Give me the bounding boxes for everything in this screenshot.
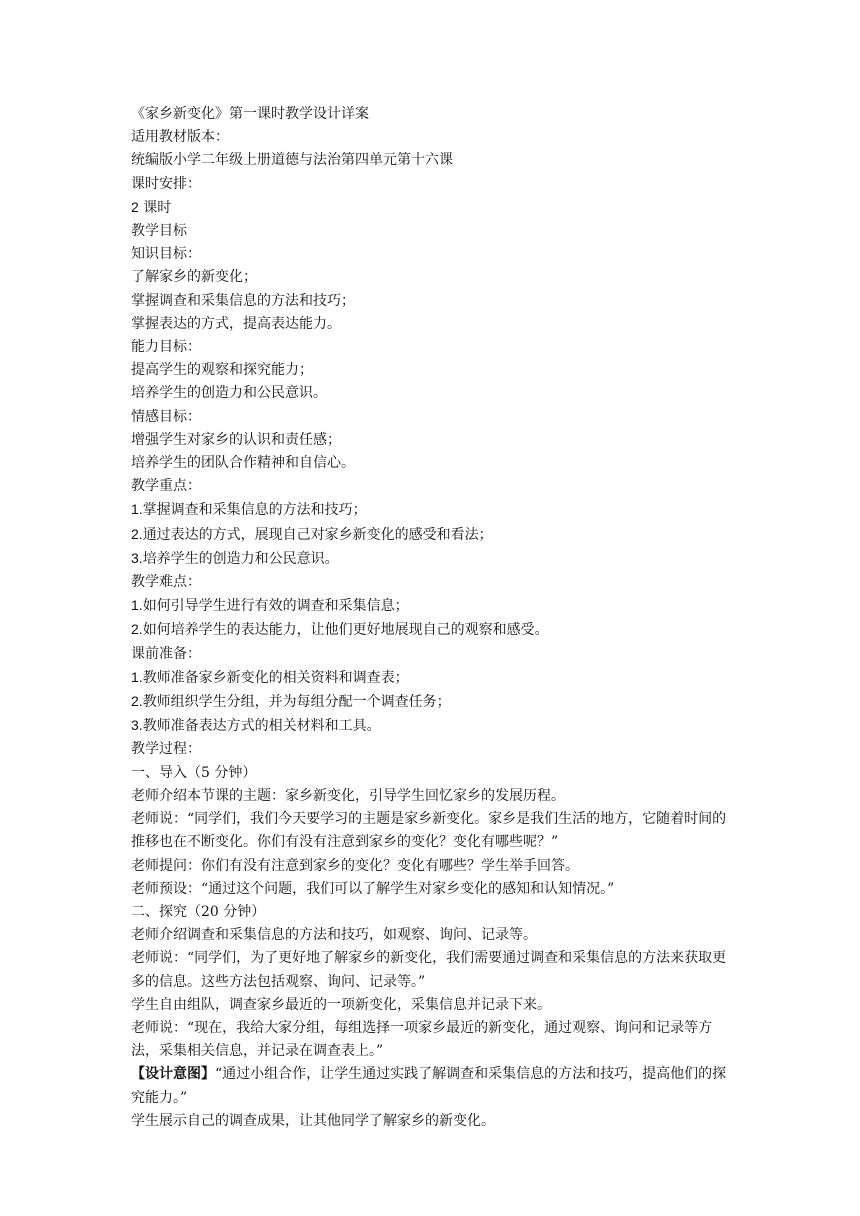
text-line: 增强学生对家乡的认识和责任感； bbox=[131, 431, 341, 448]
numbered-item bbox=[131, 666, 733, 690]
text-line: 老师介绍本节课的主题：家乡新变化，引导学生回忆家乡的发展历程。 bbox=[131, 787, 565, 804]
number-label: 1. bbox=[131, 501, 143, 518]
number-label: 2. bbox=[131, 621, 143, 638]
text-line: 适用教材版本： bbox=[131, 129, 229, 146]
line-text: 掌握调查和采集信息的方法和技巧； bbox=[142, 502, 367, 519]
line-text: 培养学生的创造力和公民意识。 bbox=[142, 550, 339, 567]
number-label: 2 bbox=[131, 198, 139, 215]
paragraph bbox=[131, 1063, 733, 1109]
section-heading: 教学过程： bbox=[131, 741, 201, 758]
numbered-item bbox=[131, 523, 733, 547]
number-label: 1. bbox=[131, 668, 143, 685]
number-label: 2. bbox=[131, 693, 143, 710]
numbered-item bbox=[131, 690, 733, 714]
line-text: 如何引导学生进行有效的调查和采集信息； bbox=[142, 598, 409, 615]
paragraph: 老师说：“同学们，为了更好地了解家乡的新变化，我们需要通过调查和采集信息的方法来获取更多的信息。这些方法包括观察、询问、记录等。” bbox=[131, 950, 727, 990]
subsection-heading: 能力目标： bbox=[131, 339, 201, 356]
line-text: 教师组织学生分组，并为每组分配一个调查任务； bbox=[142, 694, 451, 711]
numbered-item bbox=[131, 594, 733, 618]
line-text: 教师准备表达方式的相关材料和工具。 bbox=[142, 718, 381, 735]
text-line: 老师介绍调查和采集信息的方法和技巧，如观察、询问、记录等。 bbox=[131, 927, 537, 944]
section-heading: 教学目标 bbox=[131, 223, 187, 240]
text-line: 培养学生的创造力和公民意识。 bbox=[131, 385, 327, 402]
document-body bbox=[131, 103, 733, 1133]
text-line bbox=[131, 196, 733, 220]
text-line: 学生展示自己的调查成果，让其他同学了解家乡的新变化。 bbox=[131, 1112, 495, 1129]
number-label: 3. bbox=[131, 549, 143, 566]
text-line: 培养学生的团队合作精神和自信心。 bbox=[131, 455, 355, 472]
subsection-heading: 一、导入（5 分钟） bbox=[131, 764, 257, 781]
document-title: 《家乡新变化》第一课时教学设计详案 bbox=[131, 106, 369, 122]
numbered-item bbox=[131, 498, 733, 522]
number-label: 2. bbox=[131, 525, 143, 542]
line-text: 课时 bbox=[138, 199, 172, 216]
section-heading: 教学重点： bbox=[131, 478, 201, 495]
subsection-heading: 知识目标： bbox=[131, 246, 201, 263]
line-text: “通过小组合作，让学生通过实践了解调查和采集信息的方法和技巧，提高他们的探究能力。” bbox=[131, 1066, 727, 1106]
subsection-heading: 情感目标： bbox=[131, 408, 201, 425]
text-line: 提高学生的观察和探究能力； bbox=[131, 362, 313, 379]
subsection-heading: 二、探究（20 分钟） bbox=[131, 903, 266, 920]
section-heading: 教学难点： bbox=[131, 574, 201, 591]
text-line: 统编版小学二年级上册道德与法治第四单元第十六课 bbox=[131, 152, 453, 169]
text-line: 学生自由组队，调查家乡最近的一项新变化，采集信息并记录下来。 bbox=[131, 996, 551, 1013]
text-line: 老师预设：“通过这个问题，我们可以了解学生对家乡变化的感知和认知情况。” bbox=[131, 880, 615, 897]
line-text: 通过表达的方式，展现自己对家乡新变化的感受和看法； bbox=[142, 526, 493, 543]
line-text: 教师准备家乡新变化的相关资料和调查表； bbox=[142, 669, 409, 686]
text-line: 掌握表达的方式，提高表达能力。 bbox=[131, 315, 341, 332]
number-label: 1. bbox=[131, 597, 143, 614]
number-label: 3. bbox=[131, 717, 143, 734]
text-line: 了解家乡的新变化； bbox=[131, 269, 257, 286]
numbered-item bbox=[131, 547, 733, 571]
design-intent-label: 【设计意图】 bbox=[131, 1066, 215, 1083]
text-line: 老师提问：你们有没有注意到家乡的变化？变化有哪些？学生举手回答。 bbox=[131, 857, 579, 874]
paragraph: 老师说：“现在，我给大家分组，每组选择一项家乡最近的新变化，通过观察、询问和记录等方法，采集相关信息，并记录在调查表上。” bbox=[131, 1019, 713, 1060]
numbered-item bbox=[131, 714, 733, 738]
section-heading: 课前准备： bbox=[131, 645, 201, 662]
text-line: 掌握调查和采集信息的方法和技巧； bbox=[131, 292, 355, 309]
numbered-item bbox=[131, 618, 733, 642]
paragraph: 老师说：“同学们，我们今天要学习的主题是家乡新变化。家乡是我们生活的地方，它随着时间的推移也在不断变化。你们有没有注意到家乡的变化？变化有哪些呢？” bbox=[131, 811, 727, 851]
line-text: 如何培养学生的表达能力，让他们更好地展现自己的观察和感受。 bbox=[142, 622, 549, 639]
text-line: 课时安排： bbox=[131, 175, 201, 192]
